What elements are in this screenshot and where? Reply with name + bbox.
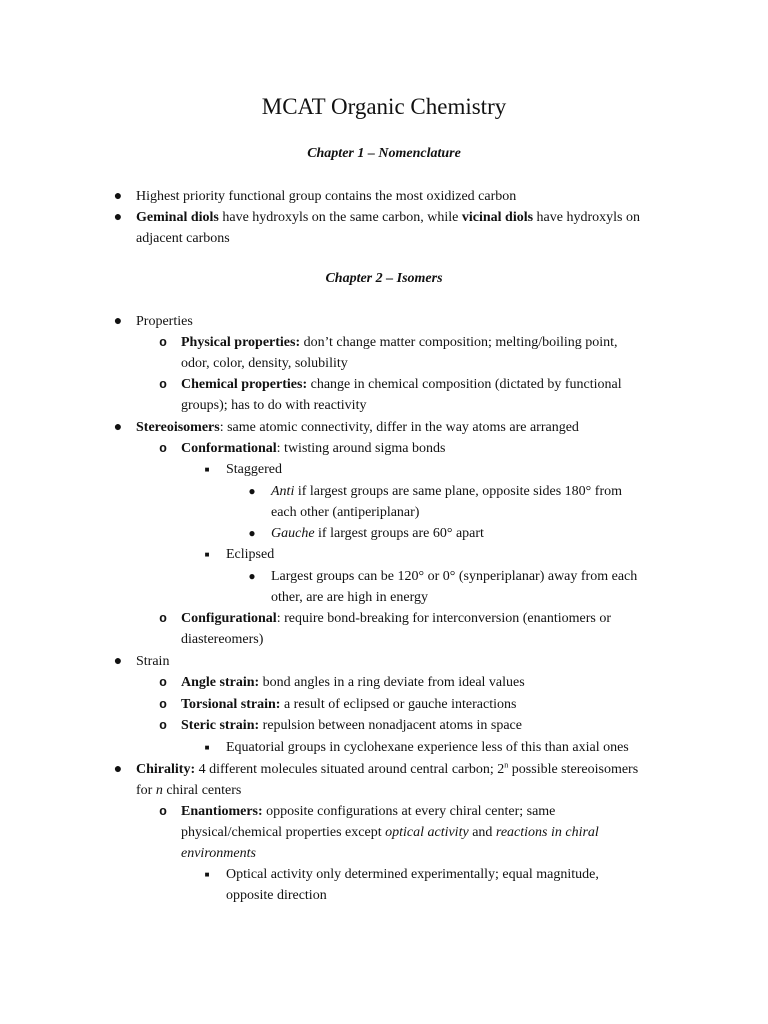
list-item-continuation: diastereomers) <box>181 632 264 647</box>
bullet-circle-icon: o <box>159 804 167 819</box>
list-item-continuation: opposite direction <box>226 888 327 903</box>
text: possible stereoisomers <box>508 762 639 777</box>
bullet-disc-icon: ● <box>113 762 123 777</box>
chapter-1-heading: Chapter 1 – Nomenclature <box>307 146 461 161</box>
bullet-circle-icon: o <box>159 335 167 350</box>
list-item <box>136 207 640 228</box>
list-item <box>181 672 525 693</box>
italic-text: optical activity <box>385 825 469 840</box>
term: Anti <box>271 484 295 499</box>
text: opposite configurations at every chiral center; same <box>262 804 556 819</box>
text: bond angles in a ring deviate from ideal values <box>259 675 525 690</box>
text: : twisting around sigma bonds <box>276 441 446 456</box>
term: Chemical properties: <box>181 377 308 392</box>
bullet-circle-icon: o <box>159 611 167 626</box>
text: for <box>136 783 156 798</box>
list-item: Largest groups can be 120° or 0° (synperiplanar) away from each <box>271 569 638 584</box>
bullet-disc-icon: ● <box>248 484 256 498</box>
list-item <box>136 759 638 780</box>
text: have hydroxyls on <box>533 210 640 225</box>
term: Chirality: <box>136 762 196 777</box>
list-item: Highest priority functional group contains the most oxidized carbon <box>136 189 517 204</box>
text: don’t change matter composition; melting/boiling point, <box>300 335 618 350</box>
bullet-circle-icon: o <box>159 377 167 392</box>
text: if largest groups are same plane, opposite sides 180° from <box>294 484 622 499</box>
bullet-disc-icon: ● <box>113 314 123 329</box>
list-item <box>181 608 611 629</box>
list-item <box>181 438 445 459</box>
list-item-continuation <box>136 780 241 801</box>
italic-text: environments <box>181 846 256 861</box>
term: Conformational <box>181 441 277 456</box>
list-item-continuation <box>181 843 256 864</box>
term: Physical properties: <box>181 335 301 350</box>
bullet-square-icon: ■ <box>204 550 210 559</box>
list-item-continuation: other, are are high in energy <box>271 590 429 605</box>
text: : same atomic connectivity, differ in the way atoms are arranged <box>219 420 579 435</box>
text: 4 different molecules situated around central carbon; 2 <box>195 762 505 777</box>
list-item-continuation <box>181 822 599 843</box>
list-item <box>181 374 622 395</box>
text: if largest groups are 60° apart <box>314 526 484 541</box>
list-item <box>181 715 522 736</box>
text: change in chemical composition (dictated by functional <box>307 377 622 392</box>
term: Stereoisomers <box>136 420 220 435</box>
list-item-continuation: each other (antiperiplanar) <box>271 505 420 520</box>
bullet-circle-icon: o <box>159 441 167 456</box>
list-item <box>271 523 484 544</box>
term: Steric strain: <box>181 718 260 733</box>
list-item <box>181 801 555 822</box>
list-item <box>181 694 516 715</box>
superscript: n <box>504 760 509 770</box>
text: physical/chemical properties except <box>181 825 386 840</box>
bullet-square-icon: ■ <box>204 465 210 474</box>
bullet-circle-icon: o <box>159 718 167 733</box>
list-item: Eclipsed <box>226 547 275 562</box>
list-item: Properties <box>136 314 193 329</box>
list-item: Optical activity only determined experimentally; equal magnitude, <box>226 867 599 882</box>
text: repulsion between nonadjacent atoms in space <box>259 718 522 733</box>
text: and <box>468 825 496 840</box>
bullet-disc-icon: ● <box>113 189 123 204</box>
bullet-square-icon: ■ <box>204 870 210 879</box>
term: Enantiomers: <box>181 804 263 819</box>
bullet-disc-icon: ● <box>248 526 256 540</box>
term: Geminal diols <box>136 210 219 225</box>
bullet-disc-icon: ● <box>113 654 123 669</box>
list-item-continuation: adjacent carbons <box>136 231 230 246</box>
text: chiral centers <box>162 783 242 798</box>
list-item <box>136 417 579 438</box>
bullet-disc-icon: ● <box>248 569 256 583</box>
term: vicinal diols <box>461 210 534 225</box>
list-item: Equatorial groups in cyclohexane experience less of this than axial ones <box>226 740 629 755</box>
text: : require bond-breaking for interconversion (enantiomers or <box>276 611 612 626</box>
list-item: Strain <box>136 654 170 669</box>
term: Angle strain: <box>181 675 260 690</box>
list-item-continuation: groups); has to do with reactivity <box>181 398 367 413</box>
list-item <box>181 332 618 353</box>
term: Configurational <box>181 611 277 626</box>
list-item-continuation: odor, color, density, solubility <box>181 356 348 371</box>
document-title: MCAT Organic Chemistry <box>261 94 507 119</box>
bullet-circle-icon: o <box>159 697 167 712</box>
term: Gauche <box>271 526 315 541</box>
bullet-square-icon: ■ <box>204 743 210 752</box>
italic-text: reactions in chiral <box>495 825 599 840</box>
chapter-2-heading: Chapter 2 – Isomers <box>325 271 443 286</box>
bullet-circle-icon: o <box>159 675 167 690</box>
text: have hydroxyls on the same carbon, while <box>218 210 462 225</box>
list-item: Staggered <box>226 462 282 477</box>
bullet-disc-icon: ● <box>113 420 123 435</box>
list-item <box>271 481 622 502</box>
bullet-disc-icon: ● <box>113 210 123 225</box>
italic-text: n <box>155 783 163 798</box>
term: Torsional strain: <box>181 697 281 712</box>
text: a result of eclipsed or gauche interactions <box>280 697 517 712</box>
